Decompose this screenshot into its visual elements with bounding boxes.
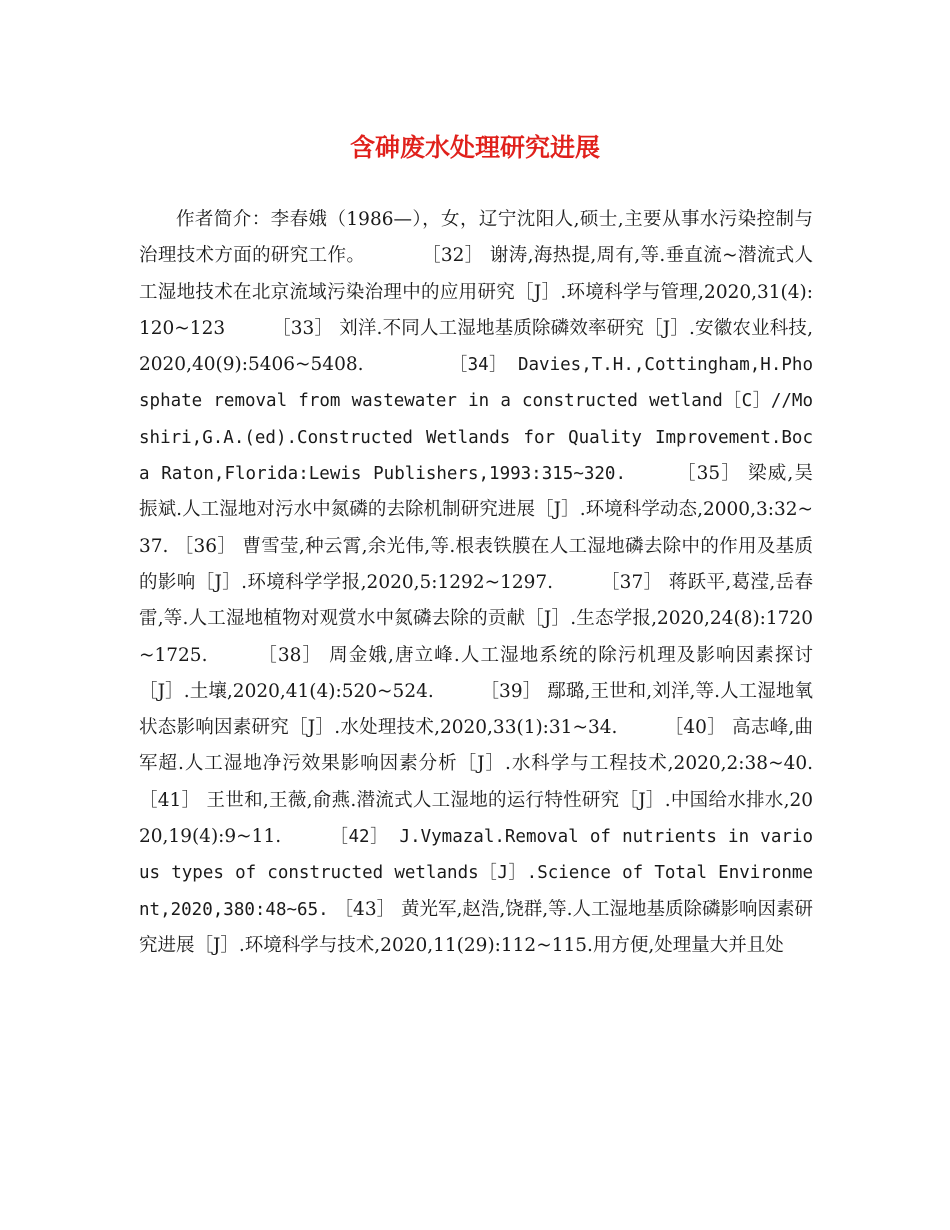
body-continuation: 用方便,处理量大并且处	[592, 934, 784, 956]
document-title: 含砷废水处理研究进展	[349, 133, 600, 162]
reference-37: ［37］ 蒋跃平,葛滢,岳春雷,等.人工湿地植物对观赏水中氮磷去除的贡献［J］.生态学报,2020,24(8):1720~1725.	[139, 571, 813, 666]
author-intro: 作者简介：李春娥（1986—），女，辽宁沈阳人,硕士,主要从事水污染控制与治理技术方面的研究工作。	[139, 209, 813, 267]
reference-39: ［39］ 鄢璐,王世和,刘洋,等.人工湿地氧状态影响因素研究［J］.水处理技术,2020,33(1):31~34.	[139, 680, 813, 739]
reference-41: ［41］ 王世和,王薇,俞燕.潜流式人工湿地的运行特性研究［J］.中国给水排水,2020,19(4):9~11.	[139, 789, 813, 848]
reference-42: ［42］ J.Vymazal.Removal of nutrients in various types of constructed wetlands［J］.Science of Total Environment,2020,380:48~65.	[139, 827, 813, 920]
reference-40: ［40］ 高志峰,曲军超.人工湿地净污效果影响因素分析［J］.水科学与工程技术,2020,2:38~40.	[139, 717, 813, 775]
reference-43: ［43］ 黄光军,赵浩,饶群,等.人工湿地基质除磷影响因素研究进展［J］.环境科学与技术,2020,11(29):112~115.	[139, 898, 813, 956]
reference-32: ［32］ 谢涛,海热提,周有,等.垂直流~潜流式人工湿地技术在北京流域污染治理中的应用研究［J］.环境科学与管理,2020,31(4):120~123	[139, 245, 813, 339]
reference-36: ［36］ 曹雪莹,种云霄,余光伟,等.根表铁膜在人工湿地磷去除中的作用及基质的影响［J］.环境科学学报,2020,5:1292~1297.	[139, 535, 813, 593]
reference-33: ［33］ 刘洋.不同人工湿地基质除磷效率研究［J］.安徽农业科技,2020,40(9):5406~5408.	[139, 317, 813, 376]
body-paragraph	[139, 202, 813, 964]
reference-34: ［34］ Davies,T.H.,Cottingham,H.Phosphate removal from wastewater in a constructed wetland［C］//Moshiri,G.A.(ed).Constructed Wetlands for Quality Improvement.Boca Raton,Florida:Lewis Publishers,1993:315~320.	[139, 355, 813, 485]
reference-38: ［38］ 周金娥,唐立峰.人工湿地系统的除污机理及影响因素探讨［J］.土壤,2020,41(4):520~524.	[139, 644, 813, 702]
reference-35: ［35］ 梁威,吴振斌.人工湿地对污水中氮磷的去除机制研究进展［J］.环境科学动态,2000,3:32~37.	[139, 463, 813, 557]
